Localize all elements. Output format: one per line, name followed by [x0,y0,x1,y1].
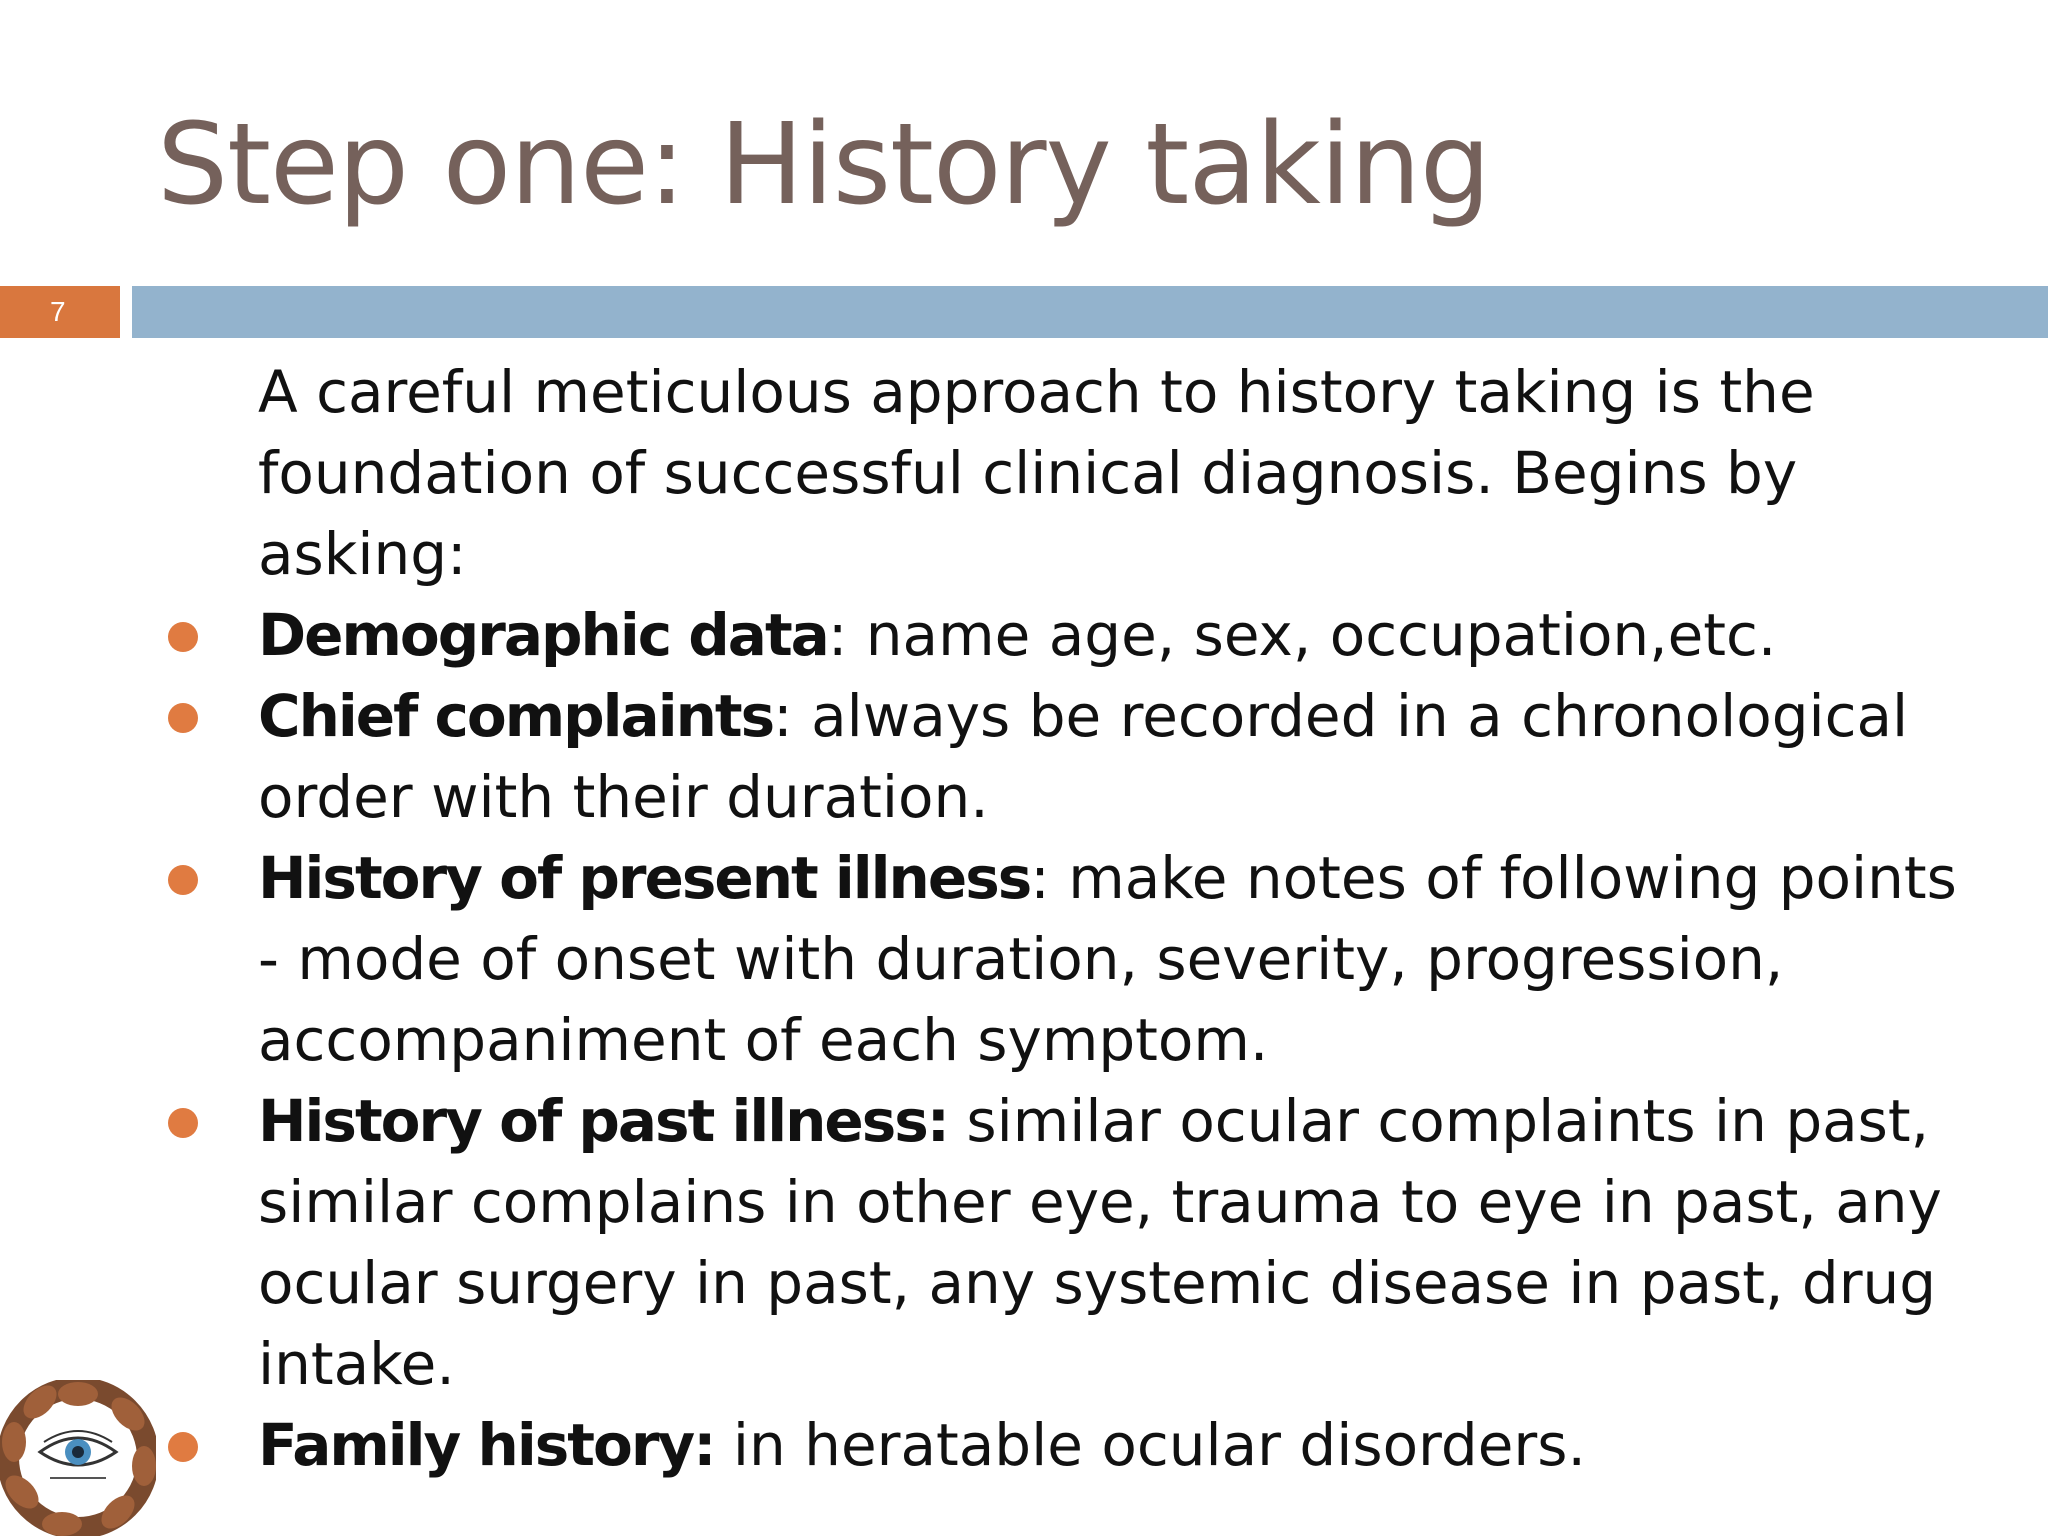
hands-eye-logo-icon [0,1380,156,1536]
bullet-icon [168,1432,198,1462]
bullet-item [258,1405,1958,1486]
slide-body [258,352,1958,1486]
bullet-text: : name age, sex, occupation,etc. [827,601,1777,669]
bullet-icon [168,622,198,652]
bullet-text: in heratable ocular disorders. [714,1411,1586,1479]
page-number: 7 [0,286,120,338]
slide-title: Step one: History taking [157,100,1491,230]
bullet-term: History of present illness [258,844,1031,912]
bullet-item [258,1081,1958,1405]
bullet-term: History of past illness: [258,1087,948,1155]
bullet-icon [168,1108,198,1138]
bullet-text: : always be recorded in a chronological order with their duration. [258,682,1909,831]
bullet-term: Family history: [258,1411,715,1479]
bullet-item [258,676,1958,838]
bullet-icon [168,703,198,733]
bullet-text: : make notes of following points - mode of onset with duration, severity, progression, accompaniment of each symptom. [258,844,1957,1074]
bullet-list [258,595,1958,1486]
bullet-term: Demographic data [258,601,828,669]
bullet-term: Chief complaints [258,682,774,750]
bullet-icon [168,865,198,895]
intro-paragraph: A careful meticulous approach to history taking is the foundation of successful clinical diagnosis. Begins by asking: [258,358,1815,588]
bullet-item [258,838,1958,1081]
bullet-text: similar ocular complaints in past, similar complains in other eye, trauma to eye in past, any ocular surgery in past, any systemic disease in past, drug intake. [258,1087,1942,1398]
bullet-item [258,595,1958,676]
accent-bar [132,286,2048,338]
